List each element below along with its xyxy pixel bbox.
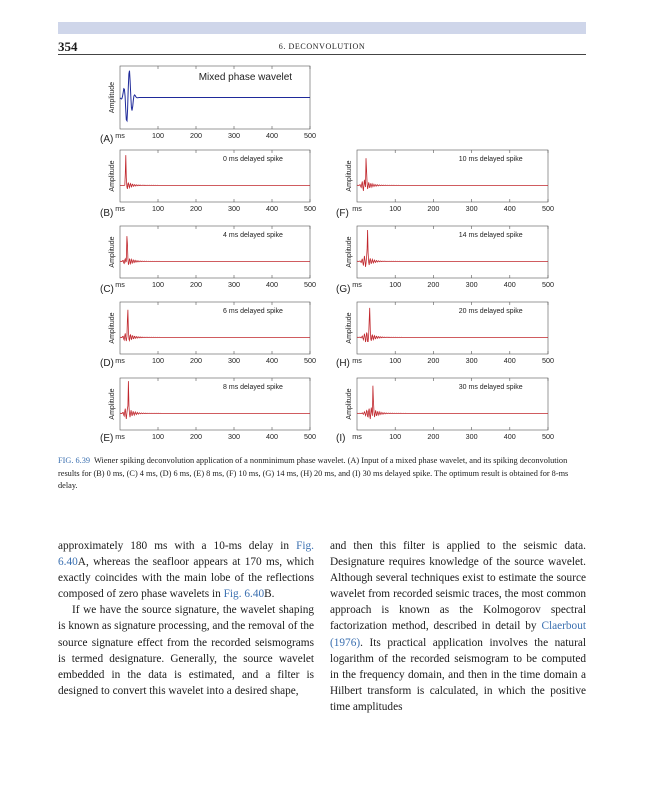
paragraph (58, 538, 314, 602)
x-axis-unit: ms (352, 432, 362, 441)
x-tick-label: 100 (152, 131, 164, 140)
x-tick-label: 200 (190, 131, 202, 140)
x-tick-label: 300 (465, 356, 478, 365)
x-tick-label: 400 (266, 204, 278, 213)
panel-label: (D) (100, 358, 114, 369)
panel-label: (H) (336, 358, 350, 369)
chart-panel-c (100, 226, 316, 295)
x-tick-label: 300 (465, 280, 478, 289)
figure-caption (58, 455, 586, 493)
panel-label: (C) (100, 284, 114, 295)
text-run: B. (264, 588, 275, 601)
spike-trace (120, 236, 310, 265)
x-axis-unit: ms (352, 204, 362, 213)
figure-link[interactable]: Fig. 6.40 (223, 588, 265, 601)
x-tick-label: 500 (542, 280, 554, 289)
x-tick-label: 500 (542, 432, 554, 441)
y-axis-label: Amplitude (109, 160, 116, 192)
panel-label: (B) (100, 208, 114, 219)
figure-link[interactable]: Fig. 6.40 (58, 540, 314, 569)
x-tick-label: 500 (304, 131, 316, 140)
x-tick-label: 500 (542, 204, 554, 213)
chart-title: 8 ms delayed spike (223, 384, 283, 391)
chart-title: 14 ms delayed spike (458, 232, 523, 239)
x-tick-label: 200 (190, 356, 202, 365)
citation-link[interactable]: Claerbout (1976) (330, 620, 586, 649)
x-axis-unit: ms (115, 432, 125, 441)
panel-label: (F) (336, 208, 349, 219)
body-column-right (330, 538, 586, 715)
x-tick-label: 200 (190, 204, 202, 213)
x-tick-label: 300 (465, 204, 478, 213)
x-tick-label: 400 (503, 204, 516, 213)
chart-title: 4 ms delayed spike (223, 232, 283, 239)
x-axis-unit: ms (352, 280, 362, 289)
chart-panel-e (100, 378, 316, 444)
x-axis-unit: ms (352, 356, 362, 365)
x-axis-unit: ms (115, 131, 125, 140)
x-tick-label: 100 (152, 280, 164, 289)
y-axis-label: Amplitude (346, 236, 353, 268)
x-axis-unit: ms (115, 204, 125, 213)
chart-panel-i (336, 378, 554, 444)
y-axis-label: Amplitude (109, 81, 116, 114)
chart-title: 20 ms delayed spike (458, 308, 523, 315)
chart-panel-h (336, 302, 554, 369)
text-run: A, whereas the seafloor appears at 170 ms, which exactly coincides with the main lobe of the reflections composed of zero phase wavelets in (58, 556, 314, 601)
chart-title: Mixed phase wavelet (198, 72, 293, 83)
x-tick-label: 100 (389, 280, 402, 289)
body-column-left (58, 538, 314, 699)
panel-label: (E) (100, 433, 114, 444)
x-tick-label: 200 (427, 204, 440, 213)
x-tick-label: 500 (542, 356, 554, 365)
x-tick-label: 300 (228, 356, 240, 365)
chart-panel-f (336, 150, 554, 219)
x-tick-label: 100 (152, 356, 164, 365)
chart-title: 10 ms delayed spike (458, 156, 523, 163)
chart-panel-d (100, 302, 316, 369)
text-run: . Its practical application involves the natural logarithm of the recorded seismogram to be computed in the frequency domain, and then in the time domain a Hilbert transform is calculated, in which the positive time amplitudes (330, 636, 586, 713)
panel-label: (G) (336, 284, 351, 295)
x-tick-label: 300 (465, 432, 478, 441)
chart-panel-a (100, 66, 316, 145)
x-tick-label: 200 (427, 356, 440, 365)
paragraph: If we have the source signature, the wavelet shaping is known as signature processing, and the removal of the source signature effect from the recorded seismograms is termed designature. Generally, the source wavelet embedded in the data is estimated, and a filter is designed to convert this wavelet into a desired shape, (58, 604, 315, 697)
y-axis-label: Amplitude (346, 160, 353, 192)
paragraph (330, 538, 586, 715)
x-tick-label: 200 (427, 280, 440, 289)
x-tick-label: 300 (228, 131, 240, 140)
y-axis-label: Amplitude (346, 388, 353, 420)
x-tick-label: 400 (266, 356, 278, 365)
figure-caption-label: FIG. 6.39 (58, 456, 91, 465)
x-tick-label: 400 (503, 432, 516, 441)
x-tick-label: 400 (266, 280, 278, 289)
chart-panel-b (100, 150, 316, 219)
x-tick-label: 400 (266, 131, 278, 140)
y-axis-label: Amplitude (109, 388, 116, 420)
panel-label: (A) (100, 134, 114, 145)
panel-label: (I) (336, 433, 346, 444)
x-tick-label: 100 (389, 356, 402, 365)
x-tick-label: 100 (152, 204, 164, 213)
x-tick-label: 500 (304, 432, 316, 441)
x-tick-label: 300 (228, 280, 240, 289)
x-tick-label: 400 (503, 280, 516, 289)
x-tick-label: 100 (152, 432, 164, 441)
text-run: approximately 180 ms with a 10-ms delay in (58, 540, 297, 552)
x-tick-label: 200 (190, 432, 202, 441)
chart-title: 6 ms delayed spike (223, 308, 283, 315)
x-tick-label: 100 (389, 204, 402, 213)
x-tick-label: 400 (266, 432, 278, 441)
chart-panel-g (336, 226, 554, 295)
x-tick-label: 300 (228, 432, 240, 441)
y-axis-label: Amplitude (109, 236, 116, 268)
x-tick-label: 300 (228, 204, 240, 213)
text-run: and then this filter is applied to the seismic data. Designature requires knowledge of the source wavelet. Although several techniques exist to estimate the source wavelet from recorded seismic traces, the most common approach is known as the Kolmogorov spectral factorization method, described in detail by (330, 540, 586, 633)
running-title: 6. DECONVOLUTION (278, 42, 366, 51)
x-tick-label: 500 (304, 204, 316, 213)
x-tick-label: 400 (503, 356, 516, 365)
x-tick-label: 100 (389, 432, 402, 441)
x-tick-label: 200 (190, 280, 202, 289)
x-axis-unit: ms (115, 280, 125, 289)
y-axis-label: Amplitude (346, 312, 353, 344)
spike-trace (357, 158, 548, 191)
y-axis-label: Amplitude (109, 312, 116, 344)
x-tick-label: 500 (304, 280, 316, 289)
chart-title: 0 ms delayed spike (223, 156, 283, 163)
x-tick-label: 500 (304, 356, 316, 365)
page-number: 354 (58, 39, 78, 54)
chart-title: 30 ms delayed spike (458, 384, 523, 391)
x-tick-label: 200 (427, 432, 440, 441)
figure-caption-text: Wiener spiking deconvolution application of a nonminimum phase wavelet. (A) Input of a mixed phase wavelet, and its spiking deconvolution results for (B) 0 ms, (C) 4 ms, (D) 6 ms, (E) 8 ms, (F) 10 ms, (G) 14 ms, (H) 20 ms, and (I) 30 ms delayed spike. The optimum result is obtained for 8-ms delay. (58, 456, 569, 490)
x-axis-unit: ms (115, 356, 125, 365)
